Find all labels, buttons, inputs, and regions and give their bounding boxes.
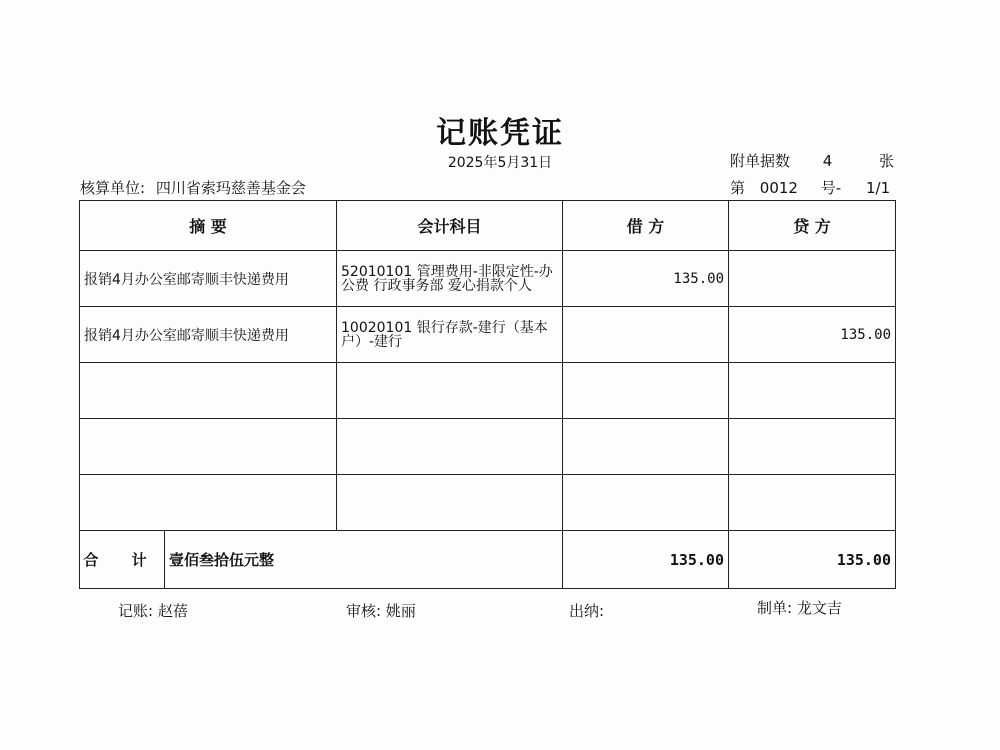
table-row <box>80 251 896 307</box>
row-credit: 135.00 <box>729 307 896 363</box>
header-credit: 贷 方 <box>729 201 896 251</box>
row-account: 52010101 管理费用-非限定性-办公费 行政事务部 爱心捐款个人 <box>337 251 563 307</box>
row-summary <box>80 475 337 531</box>
table-header-row <box>80 201 896 251</box>
row-debit <box>563 363 729 419</box>
voucher-number <box>730 177 890 198</box>
row-credit <box>729 251 896 307</box>
total-label: 合 计 <box>80 531 165 588</box>
total-debit: 135.00 <box>563 531 729 589</box>
voucher-table <box>79 200 896 589</box>
total-amount-words: 壹佰叁拾伍元整 <box>169 551 275 569</box>
table-row <box>80 475 896 531</box>
attachment-unit: 张 <box>879 152 895 170</box>
row-account <box>337 419 563 475</box>
attachment-label: 附单据数 <box>730 152 791 170</box>
accounting-unit <box>80 177 306 198</box>
accounting-unit-value: 四川省索玛慈善基金会 <box>155 179 306 197</box>
row-account <box>337 475 563 531</box>
voucher-number-prefix: 第 <box>730 179 746 197</box>
cashier: 出纳: <box>569 602 605 620</box>
row-summary <box>80 419 337 475</box>
row-account: 10020101 银行存款-建行（基本户）-建行 <box>337 307 563 363</box>
attachment-count <box>730 150 894 171</box>
row-debit <box>563 419 729 475</box>
row-credit <box>729 475 896 531</box>
preparer: 制单: 龙文吉 <box>757 599 842 617</box>
row-summary: 报销4月办公室邮寄顺丰快递费用 <box>80 251 337 307</box>
accounting-unit-label: 核算单位: <box>80 179 146 197</box>
row-credit <box>729 363 896 419</box>
table-row <box>80 307 896 363</box>
row-summary: 报销4月办公室邮寄顺丰快递费用 <box>80 307 337 363</box>
row-credit <box>729 419 896 475</box>
bookkeeper: 记账: 赵蓓 <box>118 602 188 620</box>
row-account <box>337 363 563 419</box>
header-account: 会计科目 <box>337 201 563 251</box>
header-debit: 借 方 <box>563 201 729 251</box>
row-debit <box>563 475 729 531</box>
voucher-title: 记账凭证 <box>436 116 564 151</box>
voucher-number-value: 0012 <box>759 179 798 197</box>
row-debit <box>563 307 729 363</box>
table-row <box>80 363 896 419</box>
total-row <box>80 531 896 589</box>
voucher-number-suffix: 号- <box>820 179 842 197</box>
total-credit: 135.00 <box>729 531 896 589</box>
voucher-page: 1/1 <box>865 179 891 197</box>
row-debit: 135.00 <box>563 251 729 307</box>
table-row <box>80 419 896 475</box>
total-cell <box>80 531 563 589</box>
header-summary: 摘 要 <box>80 201 337 251</box>
attachment-number: 4 <box>822 152 833 170</box>
reviewer: 审核: 姚丽 <box>346 602 416 620</box>
voucher-date: 2025年5月31日 <box>447 155 553 171</box>
row-summary <box>80 363 337 419</box>
